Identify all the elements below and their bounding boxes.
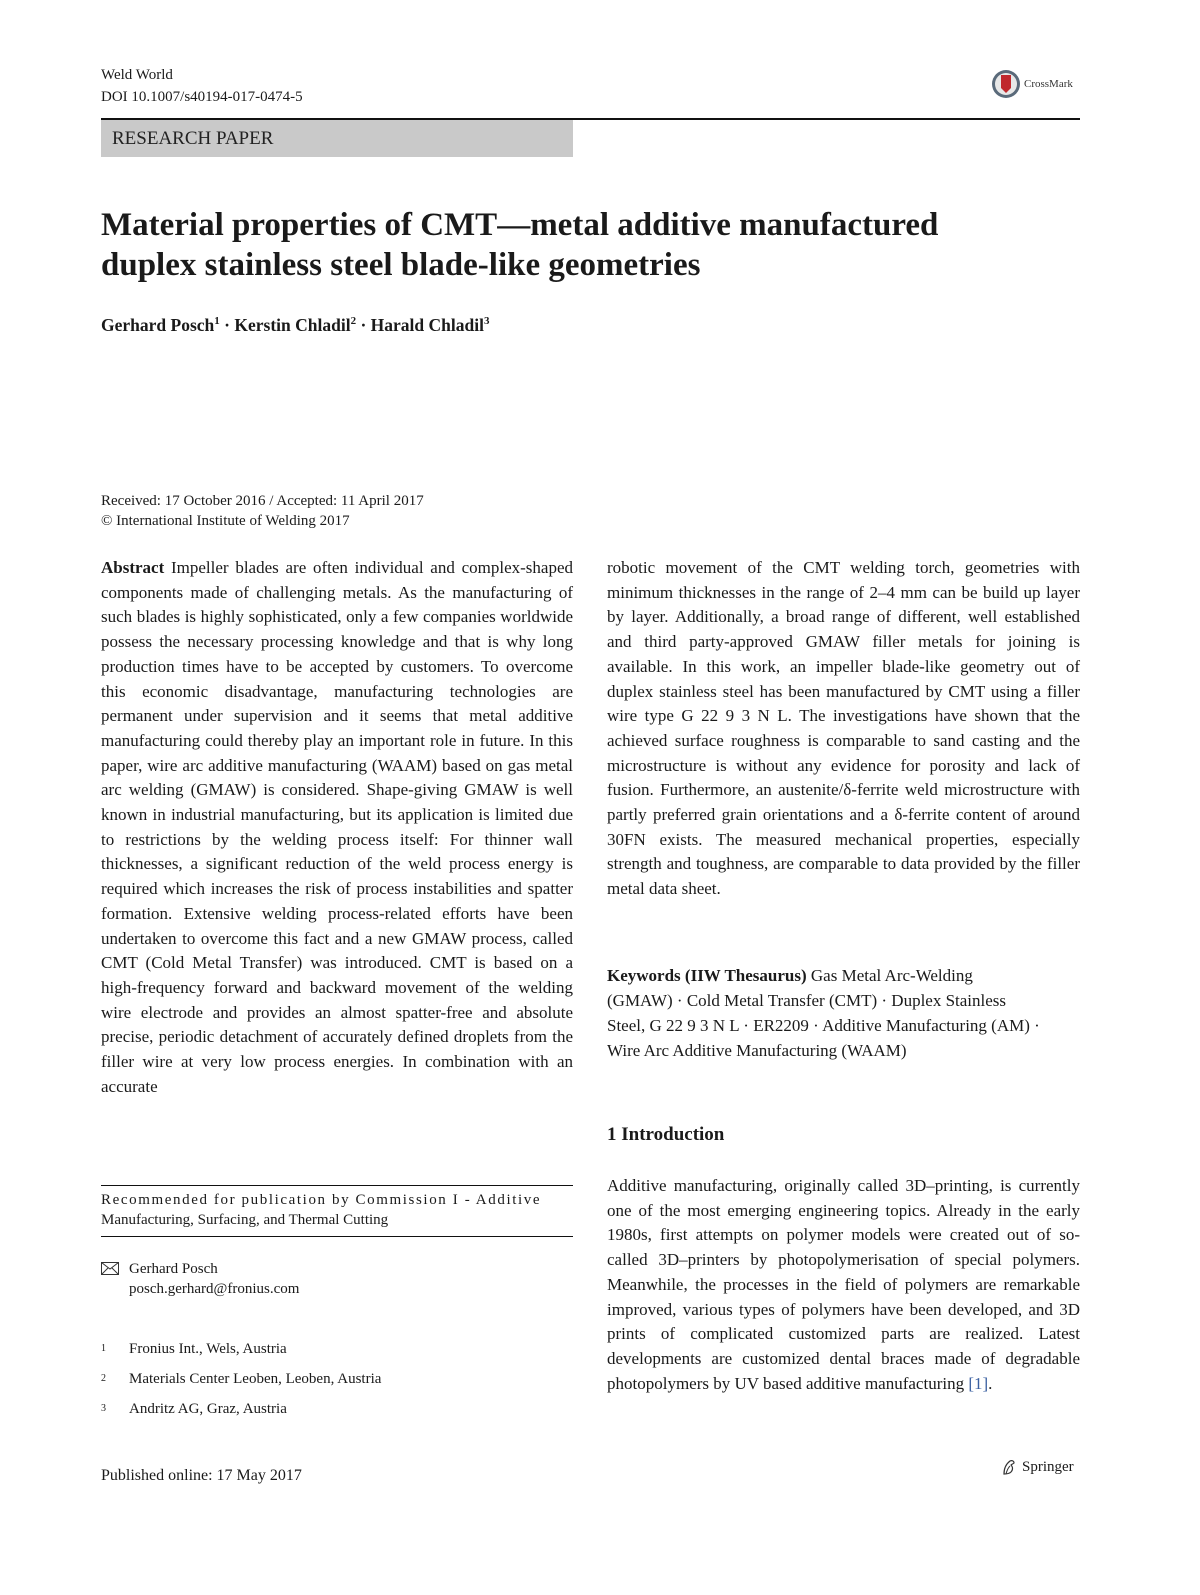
- abstract-right-column: robotic movement of the CMT welding torch, geometries with minimum thicknesses in the range of 2–4 mm can be build up layer by layer. Additionally, a broad range of different, well established and third party-approved GMAW filler metals for joining is available. In this work, an impeller blade-like geometry out of duplex stainless steel has been manufactured by CMT using a filler wire type G 22 9 3 N L. The investigations have shown that the achieved surface roughness is comparable to sand casting and the microstructure is without any evidence for porosity and lack of fusion. Furthermore, an austenite/δ-ferrite weld microstructure with partly preferred grain orientations and a δ-ferrite content of around 30FN exists. The measured mechanical properties, especially strength and toughness, are comparable to data provided by the filler metal data sheet.: [607, 558, 1080, 899]
- author-affiliation-sup: 2: [350, 315, 357, 328]
- publisher-name: Springer: [1022, 1458, 1074, 1475]
- author-affiliation-sup: 1: [214, 315, 220, 328]
- recommendation-note: [101, 1190, 573, 1230]
- title-line-1: Material properties of CMT—metal additive manufactured: [101, 207, 939, 243]
- affiliation-number: 1: [101, 1343, 106, 1354]
- footnote-rule: [101, 1185, 573, 1186]
- author-separator: ·: [219, 315, 235, 335]
- author-list: [101, 315, 489, 336]
- journal-name: Weld World: [101, 67, 173, 83]
- keywords-line: Wire Arc Additive Manufacturing (WAAM): [607, 1041, 907, 1060]
- section-label: RESEARCH PAPER: [101, 120, 573, 157]
- corresponding-email[interactable]: posch.gerhard@fronius.com: [129, 1281, 300, 1297]
- journal-info: [101, 64, 303, 108]
- footnote-rule-2: [101, 1236, 573, 1237]
- intro-paragraph: Additive manufacturing, originally called 3D–printing, is currently one of the most emerging engineering topics. Already in the early 1980s, first attempts on polymer models were created out of so-called 3D–printers by photopolymerisation of special polymers. Meanwhile, the processes in the field of polymers are remarkable improved, various types of polymers have been developed, and 3D prints of complicated customized parts are realized. Latest developments are customized dental braces made of degradable photopolymers by UV based additive manufacturing: [607, 1176, 1080, 1393]
- affiliation-2: [101, 1369, 381, 1389]
- springer-horse-icon: [1000, 1458, 1018, 1476]
- author-affiliation-sup: 3: [483, 315, 490, 328]
- affiliation-text: Fronius Int., Wels, Austria: [129, 1341, 287, 1357]
- affiliation-number: 2: [101, 1373, 106, 1384]
- intro-end: .: [988, 1373, 993, 1393]
- keywords-line: Steel, G 22 9 3 N L · ER2209 · Additive Manufacturing (AM) ·: [607, 1016, 1040, 1035]
- author-separator: ·: [356, 315, 371, 335]
- keywords-line: Gas Metal Arc-Welding: [810, 966, 973, 985]
- crossmark-icon: [991, 69, 1021, 99]
- paper-title: [101, 205, 1061, 285]
- title-line-2: duplex stainless steel blade-like geometries: [101, 247, 701, 283]
- published-date: Published online: 17 May 2017: [101, 1467, 302, 1484]
- recommendation-line-1: Recommended for publication by Commission I - Additive: [101, 1192, 542, 1208]
- affiliation-number: 3: [101, 1403, 106, 1414]
- received-info: [101, 491, 424, 531]
- copyright: © International Institute of Welding 2017: [101, 513, 350, 529]
- doi[interactable]: DOI 10.1007/s40194-017-0474-5: [101, 89, 303, 105]
- abstract-heading: Abstract: [101, 558, 165, 577]
- author-name[interactable]: Gerhard Posch: [101, 315, 215, 335]
- keywords-line: (GMAW) · Cold Metal Transfer (CMT) · Duplex Stainless: [607, 991, 1007, 1010]
- publisher-logo[interactable]: [1000, 1458, 1074, 1476]
- affiliation-1: [101, 1339, 287, 1359]
- affiliation-text: Materials Center Leoben, Leoben, Austria: [129, 1371, 382, 1387]
- envelope-icon: [101, 1262, 119, 1275]
- introduction-text: [607, 1174, 1080, 1396]
- recommendation-line-2: Manufacturing, Surfacing, and Thermal Cutting: [101, 1212, 389, 1228]
- author-name[interactable]: Kerstin Chladil: [234, 315, 351, 335]
- abstract-text: Impeller blades are often individual and complex-shaped components made of challenging metals. As the manufacturing of such blades is highly sophisticated, only a few companies worldwide possess the necessary processing knowledge and that is why long production times have to be accepted by customers. To overcome this economic disadvantage, manufacturing technologies are permanent under supervision and it seems that metal additive manufacturing could thereby play an important role in future. In this paper, wire arc additive manufacturing (WAAM) based on gas metal arc welding (GMAW) is considered. Shape-giving GMAW is well known in industrial manufacturing, but its application is limited due to restrictions by the welding process itself: For thinner wall thicknesses, a significant reduction of the weld process energy is required which increases the risk of process instabilities and spatter formation. Extensive welding process-related efforts have been undertaken to overcome this fact and a new GMAW process, called CMT (Cold Metal Transfer) was introduced. CMT is based on a high-frequency forward and backward movement of the welding wire electrode and provides an almost spatter-free and absolute precise, periodic detachment of accurately defined droplets from the filler wire at very low process energies. In combination with an accurate: [101, 558, 573, 1096]
- abstract-left-column: [101, 556, 573, 1099]
- crossmark-label: CrossMark: [1024, 78, 1073, 90]
- affiliation-text: Andritz AG, Graz, Austria: [129, 1401, 287, 1417]
- corresponding-author: [101, 1259, 299, 1299]
- crossmark-badge[interactable]: [991, 67, 1081, 101]
- affiliation-3: [101, 1399, 287, 1419]
- keywords: [607, 963, 1080, 1063]
- citation-link[interactable]: [1]: [968, 1373, 989, 1393]
- keywords-heading: Keywords (IIW Thesaurus): [607, 966, 807, 985]
- author-name[interactable]: Harald Chladil: [370, 315, 484, 335]
- received-dates: Received: 17 October 2016 / Accepted: 11 April 2017: [101, 493, 424, 509]
- section-heading-introduction: 1 Introduction: [607, 1124, 725, 1145]
- corresponding-name: Gerhard Posch: [129, 1261, 218, 1277]
